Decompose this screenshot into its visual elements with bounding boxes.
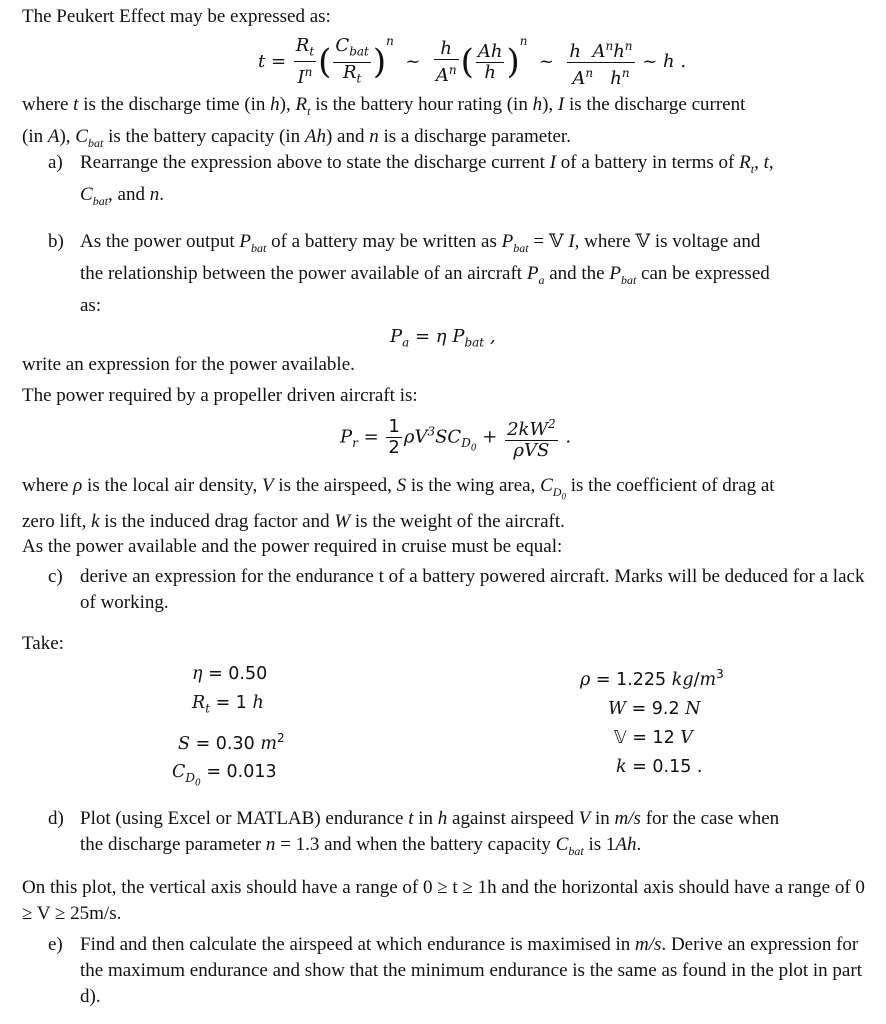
def-text: is the battery hour rating (in xyxy=(310,94,533,115)
q-text: and when the battery capacity xyxy=(319,834,556,855)
constant-cd0: $C_{D_0} = 0.013$ xyxy=(172,762,277,789)
power-available-equation: $P_a = \eta$ $P_{bat}$ , xyxy=(390,326,496,350)
def-text: is the local air density, xyxy=(82,475,263,496)
def-text: (in xyxy=(22,125,48,147)
take-label: Take: xyxy=(22,633,64,654)
constant-s: S = 0.30 $m^2$ xyxy=(178,730,285,754)
constants-right xyxy=(580,660,780,782)
def-text: is the discharge time (in xyxy=(78,94,271,115)
question-a xyxy=(48,150,868,208)
constant-rt: $R_t = 1$ h xyxy=(192,693,264,716)
constant-eta: η = 0.50 xyxy=(192,664,268,684)
def-text: is the coefficient of drag at xyxy=(565,475,775,496)
q-text: can be expressed xyxy=(636,262,770,284)
peukert-equation: t = $\frac{R_t}{I^n}$ ( $\frac{C_{bat}}{R_t}$ )$^n$ ~ $\frac{h}{A^n}$ ( $\frac{Ah}{h}$ )$^n$ ~ $\frac{h A^nh^n}{A^n h^n}$ ~ h . xyxy=(258,34,687,89)
constant-voltage: 𝕍 = 12 V xyxy=(614,727,693,748)
question-b xyxy=(48,229,868,316)
constants-left xyxy=(172,660,342,798)
def-text: is the airspeed, xyxy=(273,475,397,496)
def-text: is the weight of the aircraft. xyxy=(350,511,565,533)
peukert-definitions: where t is the discharge time (in h), $R_t$ is the battery hour rating (in h), I is the discharge current (in A), $C_{bat}$ is the battery capacity (in Ah) and n is a discharge parameter. xyxy=(22,94,746,150)
def-text: ) and xyxy=(325,125,370,147)
item-label: b) xyxy=(48,231,64,252)
q-text: in xyxy=(590,808,615,829)
def-text: is a discharge parameter. xyxy=(378,125,571,147)
def-text: zero lift, xyxy=(22,511,92,533)
power-required-equation: $P_r$ = $\frac{1}{2}$ $\rho V^3SC_{D_0}$ + $\frac{2kW^2}{\text{ρVS}}$ . xyxy=(340,416,572,461)
intro-text: The Peukert Effect may be expressed as: xyxy=(22,6,331,27)
question-c xyxy=(48,564,868,618)
question-a-text: Rearrange the expression above to state the discharge current I of a battery in terms of $R_t$, t, $C_{bat}$, and n. xyxy=(80,152,774,208)
q-text: against airspeed xyxy=(447,808,579,829)
question-d-text: Plot (using Excel or MATLAB) endurance t in h against airspeed V in m/s for the case when the discharge parameter n = 1.3 and when the battery capacity $C_{bat}$ is 1Ah. xyxy=(80,808,780,858)
q-text: for the case when xyxy=(640,808,780,829)
q-text: and xyxy=(117,183,150,205)
question-e xyxy=(48,932,868,1012)
item-label: d) xyxy=(48,808,64,829)
q-text: Find and then calculate the airspeed at which endurance is maximised in xyxy=(80,934,636,955)
q-text: the discharge parameter xyxy=(80,834,266,855)
item-label: a) xyxy=(48,152,63,173)
item-label: e) xyxy=(48,934,63,955)
question-b-text: As the power output $P_{bat}$ of a battery may be written as $P_{bat}$ = 𝕍 I, where 𝕍 is voltage and the relationship between the power available of an aircraft $P_a$ and the $P_{bat}$ can be expressed as: xyxy=(80,231,770,316)
question-e-text: Find and then calculate the airspeed at which endurance is maximised in m/s. Derive an expression for the maximum endurance and show that the minimum endurance is the same as found in the plot in part d). xyxy=(80,934,862,1007)
constant-rho: ρ = 1.225 $kg/m^3$ xyxy=(580,667,724,690)
q-text: of a battery in terms of xyxy=(556,152,740,173)
def-text: is the discharge current xyxy=(564,94,746,115)
write-expression-text: write an expression for the power available. xyxy=(22,354,355,375)
q-text: is voltage and xyxy=(650,231,761,252)
drag-definitions: where ρ is the local air density, V is the airspeed, S is the wing area, $C_{D_0}$ is the coefficient of drag at zero lift, k is the induced drag factor and W is the weight of the aircraft. xyxy=(22,475,775,533)
def-text: ), xyxy=(279,94,296,115)
def-text: where xyxy=(22,94,74,115)
constant-k: k = 0.15 . xyxy=(616,756,703,777)
q-text: the relationship between the power available of an aircraft xyxy=(80,262,527,284)
item-label: c) xyxy=(48,566,63,587)
constant-w: W = 9.2 N xyxy=(608,698,701,719)
q-text: is xyxy=(583,834,606,855)
def-text: ), xyxy=(59,125,76,147)
question-d xyxy=(48,806,868,860)
power-required-intro: The power required by a propeller driven aircraft is: xyxy=(22,385,418,406)
question-c-text: derive an expression for the endurance t of a battery powered aircraft. Marks will be deduced for a lack of working. xyxy=(80,566,865,613)
def-text: is the wing area, xyxy=(406,475,541,496)
q-text: in xyxy=(413,808,438,829)
q-text: Rearrange the expression above to state the discharge current xyxy=(80,152,550,173)
q-text: . Derive an expression for the maximum endurance and show that the minimum endurance is the same as found in the plot in part d). xyxy=(80,934,862,1007)
q-text: , where xyxy=(574,231,636,252)
q-text: and the xyxy=(544,262,610,284)
def-text: ), xyxy=(542,94,558,115)
q-text: As the power output xyxy=(80,231,240,252)
cruise-text: As the power available and the power required in cruise must be equal: xyxy=(22,536,563,557)
def-text: is the battery capacity (in xyxy=(103,125,305,147)
q-text: Plot (using Excel or MATLAB) endurance xyxy=(80,808,409,829)
def-text: where xyxy=(22,475,74,496)
def-text: is the induced drag factor and xyxy=(99,511,335,533)
plot-range-text: On this plot, the vertical axis should have a range of 0 ≥ t ≥ 1h and the horizontal axis should have a range of 0 ≥ V ≥ 25m/s. xyxy=(22,877,865,924)
q-text: of a battery may be written as xyxy=(266,231,502,252)
q-text: as: xyxy=(80,294,102,316)
